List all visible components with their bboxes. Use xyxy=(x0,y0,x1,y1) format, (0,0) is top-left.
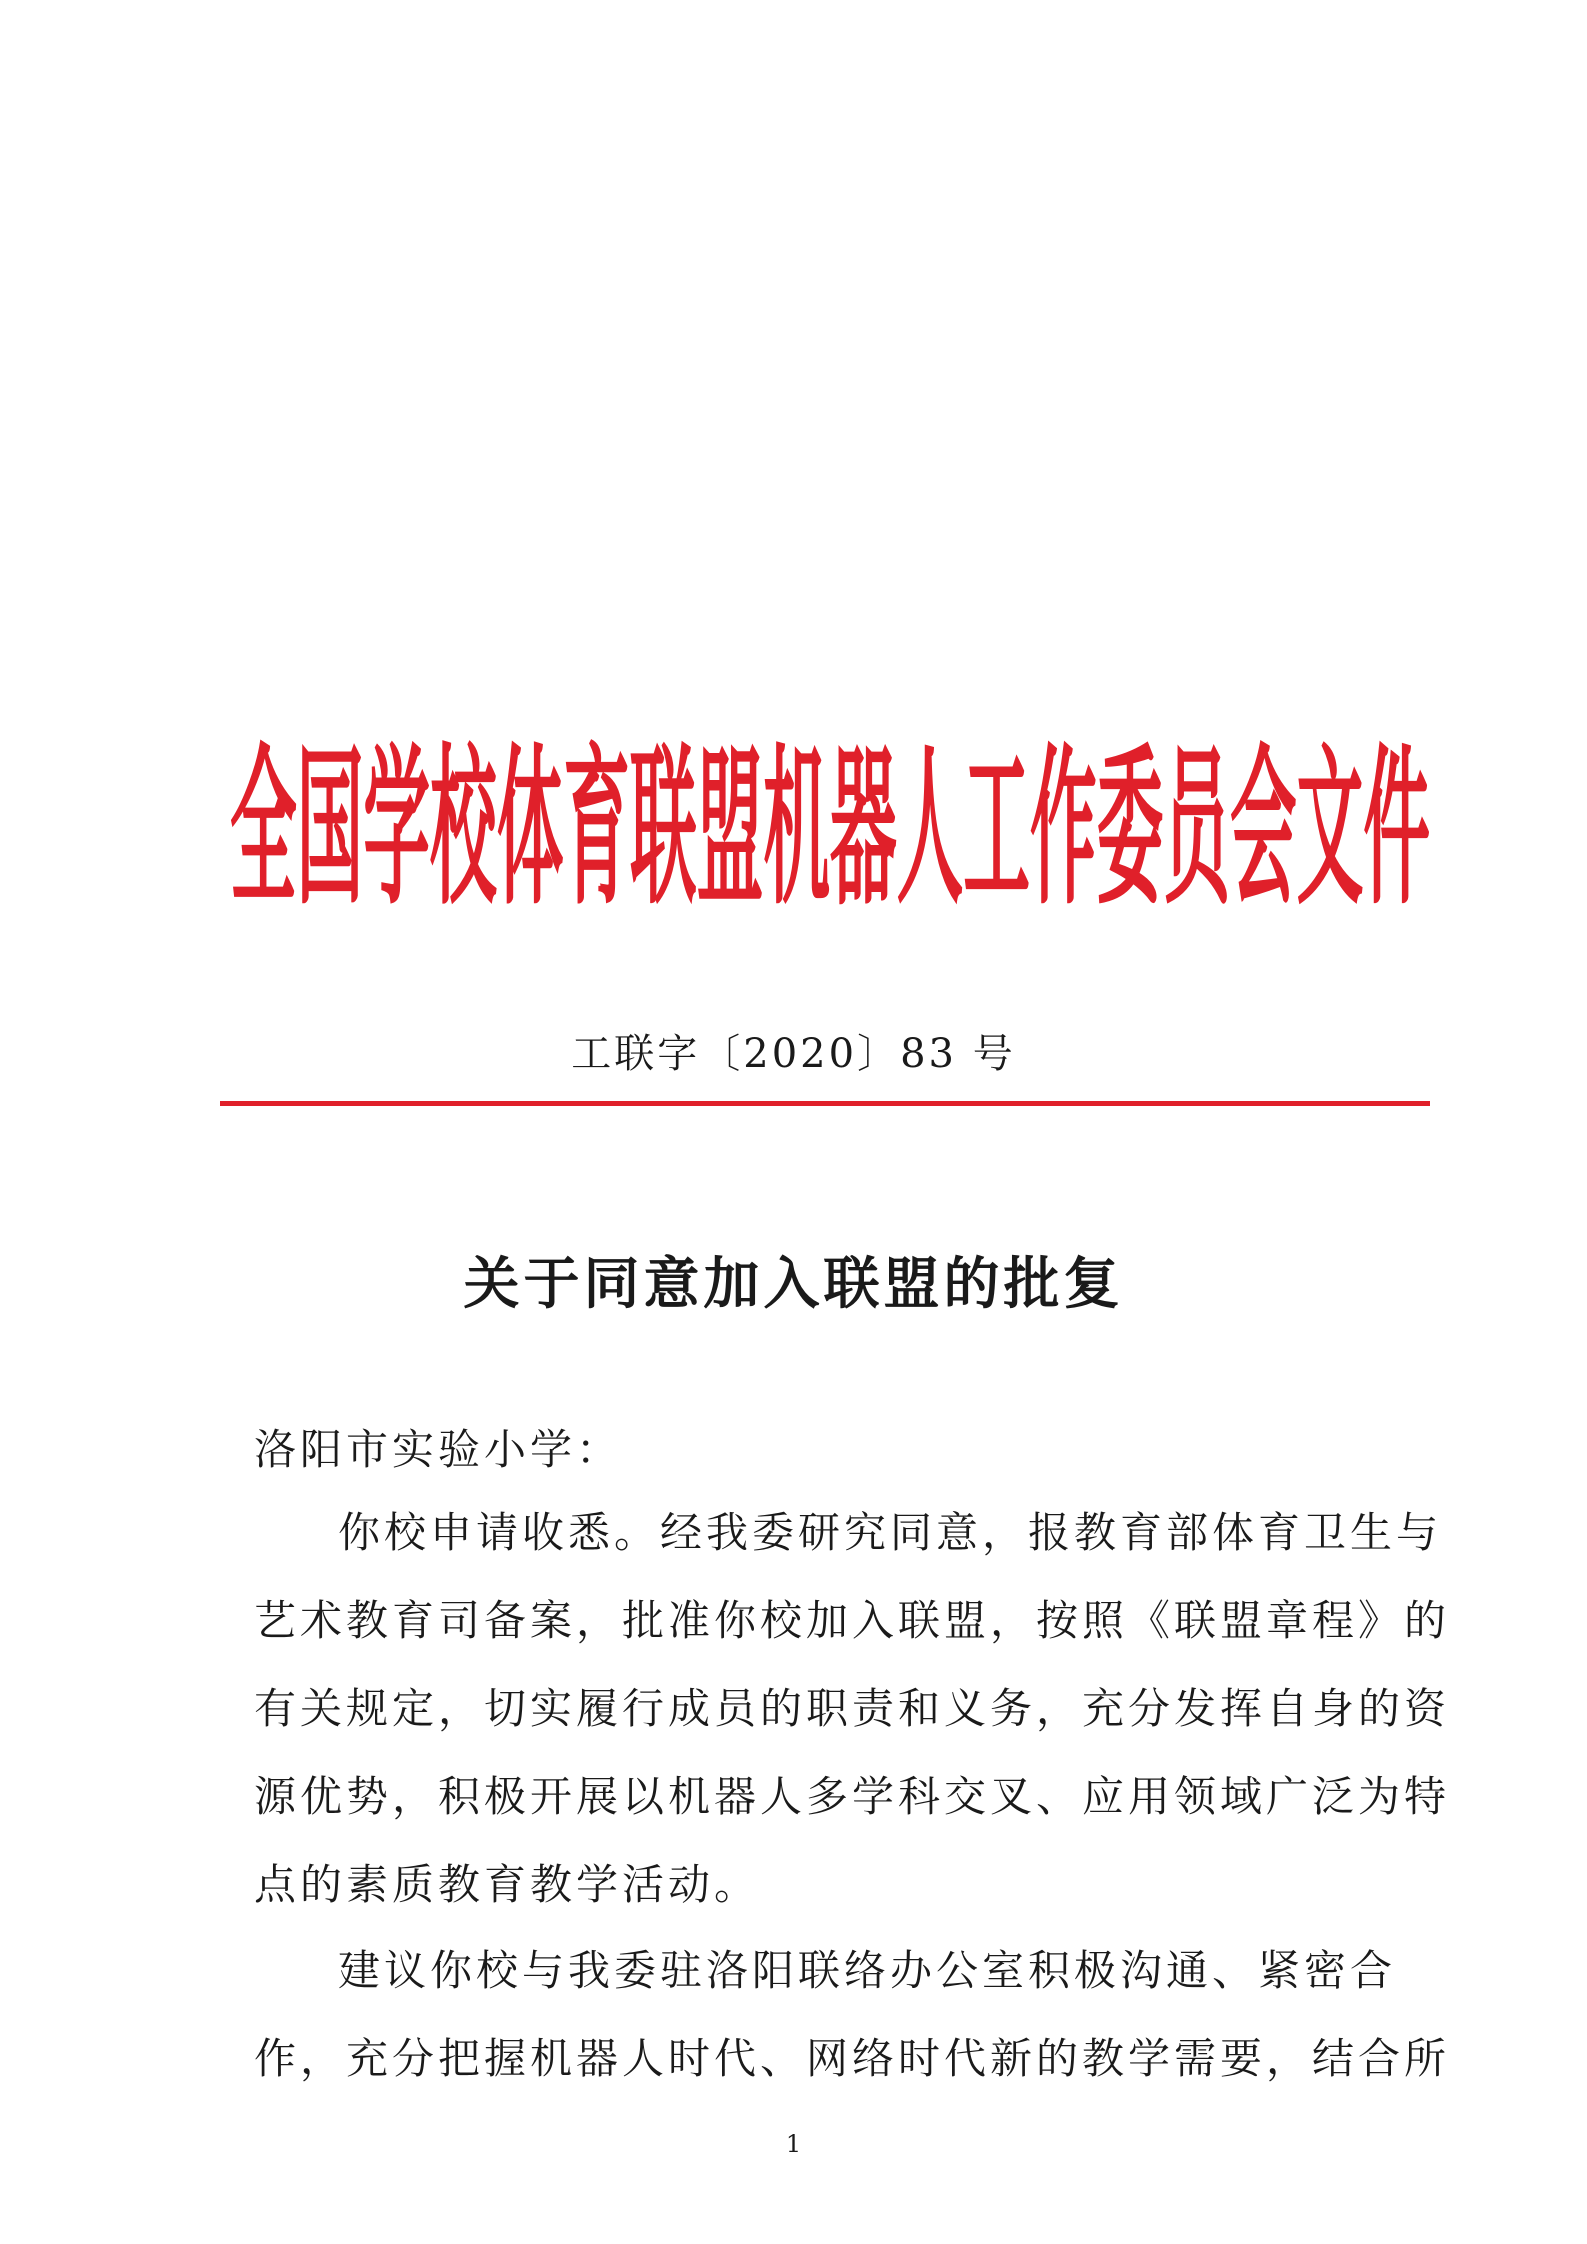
page-number: 1 xyxy=(785,2130,802,2158)
body-line: 有关规定，切实履行成员的职责和义务，充分发挥自身的资 xyxy=(254,1684,1451,1733)
body-line: 你校申请收悉。经我委研究同意，报教育部体育卫生与 xyxy=(338,1508,1443,1557)
red-divider-line xyxy=(220,1101,1430,1106)
body-line: 点的素质教育教学活动。 xyxy=(254,1860,761,1909)
masthead-title xyxy=(230,735,1430,965)
body-line: 建议你校与我委驻洛阳联络办公室积极沟通、紧密合 xyxy=(338,1946,1397,1995)
body-line: 作，充分把握机器人时代、网络时代新的教学需要，结合所 xyxy=(254,2034,1451,2083)
body-line: 源优势，积极开展以机器人多学科交叉、应用领域广泛为特 xyxy=(254,1772,1451,1821)
document-number: 工联字〔2020〕83 号 xyxy=(571,1031,1016,1077)
masthead-text: 全国学校体育联盟机器人工作委员会文件 xyxy=(230,735,1430,928)
document-title: 关于同意加入联盟的批复 xyxy=(463,1251,1124,1317)
addressee: 洛阳市实验小学： xyxy=(254,1425,623,1474)
body-line: 艺术教育司备案，批准你校加入联盟，按照《联盟章程》的 xyxy=(254,1596,1451,1645)
